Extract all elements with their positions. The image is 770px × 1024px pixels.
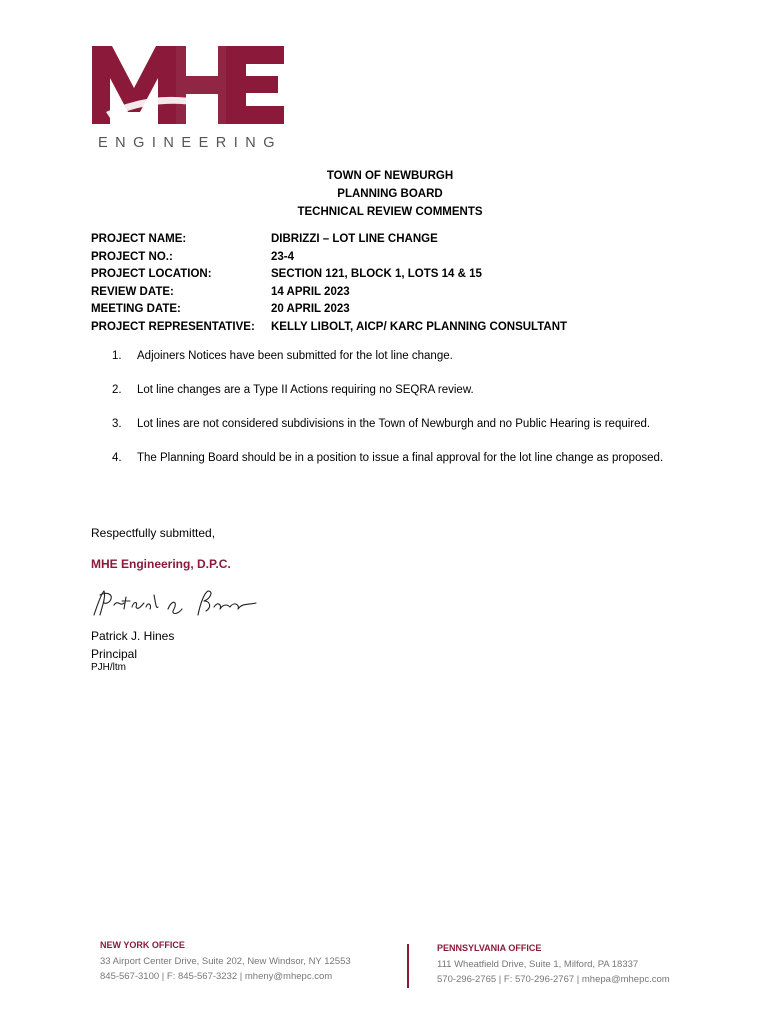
info-row-review-date (91, 284, 567, 302)
signer-block (91, 627, 174, 663)
header-town: TOWN OF NEWBURGH (326, 170, 454, 182)
pa-office-contact: 570-296-2765 | F: 570-296-2767 | mhepa@mhepc.com (437, 974, 670, 985)
info-label: MEETING DATE: (91, 303, 181, 315)
ny-office-address: 33 Airport Center Drive, Suite 202, New Windsor, NY 12553 (100, 955, 351, 967)
comment-text: Lot line changes are a Type II Actions requiring no SEQRA review. (137, 384, 474, 396)
pa-office-address: 111 Wheatfield Drive, Suite 1, Milford, PA 18337 (437, 958, 639, 970)
footer-divider (407, 944, 409, 988)
info-row-project-no (91, 249, 567, 267)
company-name: MHE Engineering, D.P.C. (91, 557, 231, 571)
logo-subtitle: ENGINEERING (97, 135, 283, 151)
document-header (0, 167, 770, 221)
pa-office-title: PENNSYLVANIA OFFICE (437, 943, 542, 953)
comment-item (112, 415, 672, 433)
footer-ny-office (100, 938, 351, 985)
comment-text: Lot lines are not considered subdivisions in the Town of Newburgh and no Public Hearing is required. (137, 418, 651, 430)
info-value: SECTION 121, BLOCK 1, LOTS 14 & 15 (271, 268, 482, 280)
handwritten-signature (90, 585, 260, 623)
header-board: PLANNING BOARD (337, 188, 443, 200)
info-label: PROJECT NAME: (91, 233, 187, 245)
comment-number: 4. (112, 452, 122, 464)
info-row-meeting-date (91, 301, 567, 319)
info-label: PROJECT REPRESENTATIVE: (91, 320, 255, 333)
info-row-project-location (91, 266, 567, 284)
ny-office-title: NEW YORK OFFICE (100, 940, 185, 950)
signer-name: Patrick J. Hines (91, 629, 175, 643)
info-value: DIBRIZZI – LOT LINE CHANGE (271, 233, 438, 245)
comment-number: 3. (112, 418, 122, 430)
mhe-logo (92, 46, 288, 152)
info-value: 14 APRIL 2023 (271, 285, 350, 298)
comment-text: Adjoiners Notices have been submitted for the lot line change. (137, 350, 453, 362)
signer-title: Principal (91, 647, 138, 661)
info-row-project-representative (91, 319, 567, 337)
comment-number: 2. (112, 384, 122, 396)
comments-list (112, 347, 672, 483)
typist-initials: PJH/ltm (91, 662, 126, 673)
comment-number: 1. (112, 350, 122, 362)
info-label: PROJECT NO.: (91, 250, 173, 263)
info-value: KELLY LIBOLT, AICP/ KARC PLANNING CONSULTANT (271, 320, 568, 333)
ny-office-contact: 845-567-3100 | F: 845-567-3232 | mheny@mhepc.com (100, 971, 333, 982)
info-label: PROJECT LOCATION: (91, 268, 212, 280)
comment-item (112, 347, 672, 365)
info-row-project-name (91, 231, 567, 249)
header-title: TECHNICAL REVIEW COMMENTS (297, 206, 483, 218)
info-label: REVIEW DATE: (91, 285, 174, 298)
footer-pa-office (437, 941, 670, 988)
closing-salutation: Respectfully submitted, (91, 526, 216, 540)
comment-item (112, 449, 672, 467)
project-info (91, 231, 567, 336)
comment-item (112, 381, 672, 399)
comment-text: The Planning Board should be in a position to issue a final approval for the lot line change as proposed. (137, 452, 664, 464)
info-value: 20 APRIL 2023 (271, 303, 350, 315)
info-value: 23-4 (271, 250, 295, 263)
